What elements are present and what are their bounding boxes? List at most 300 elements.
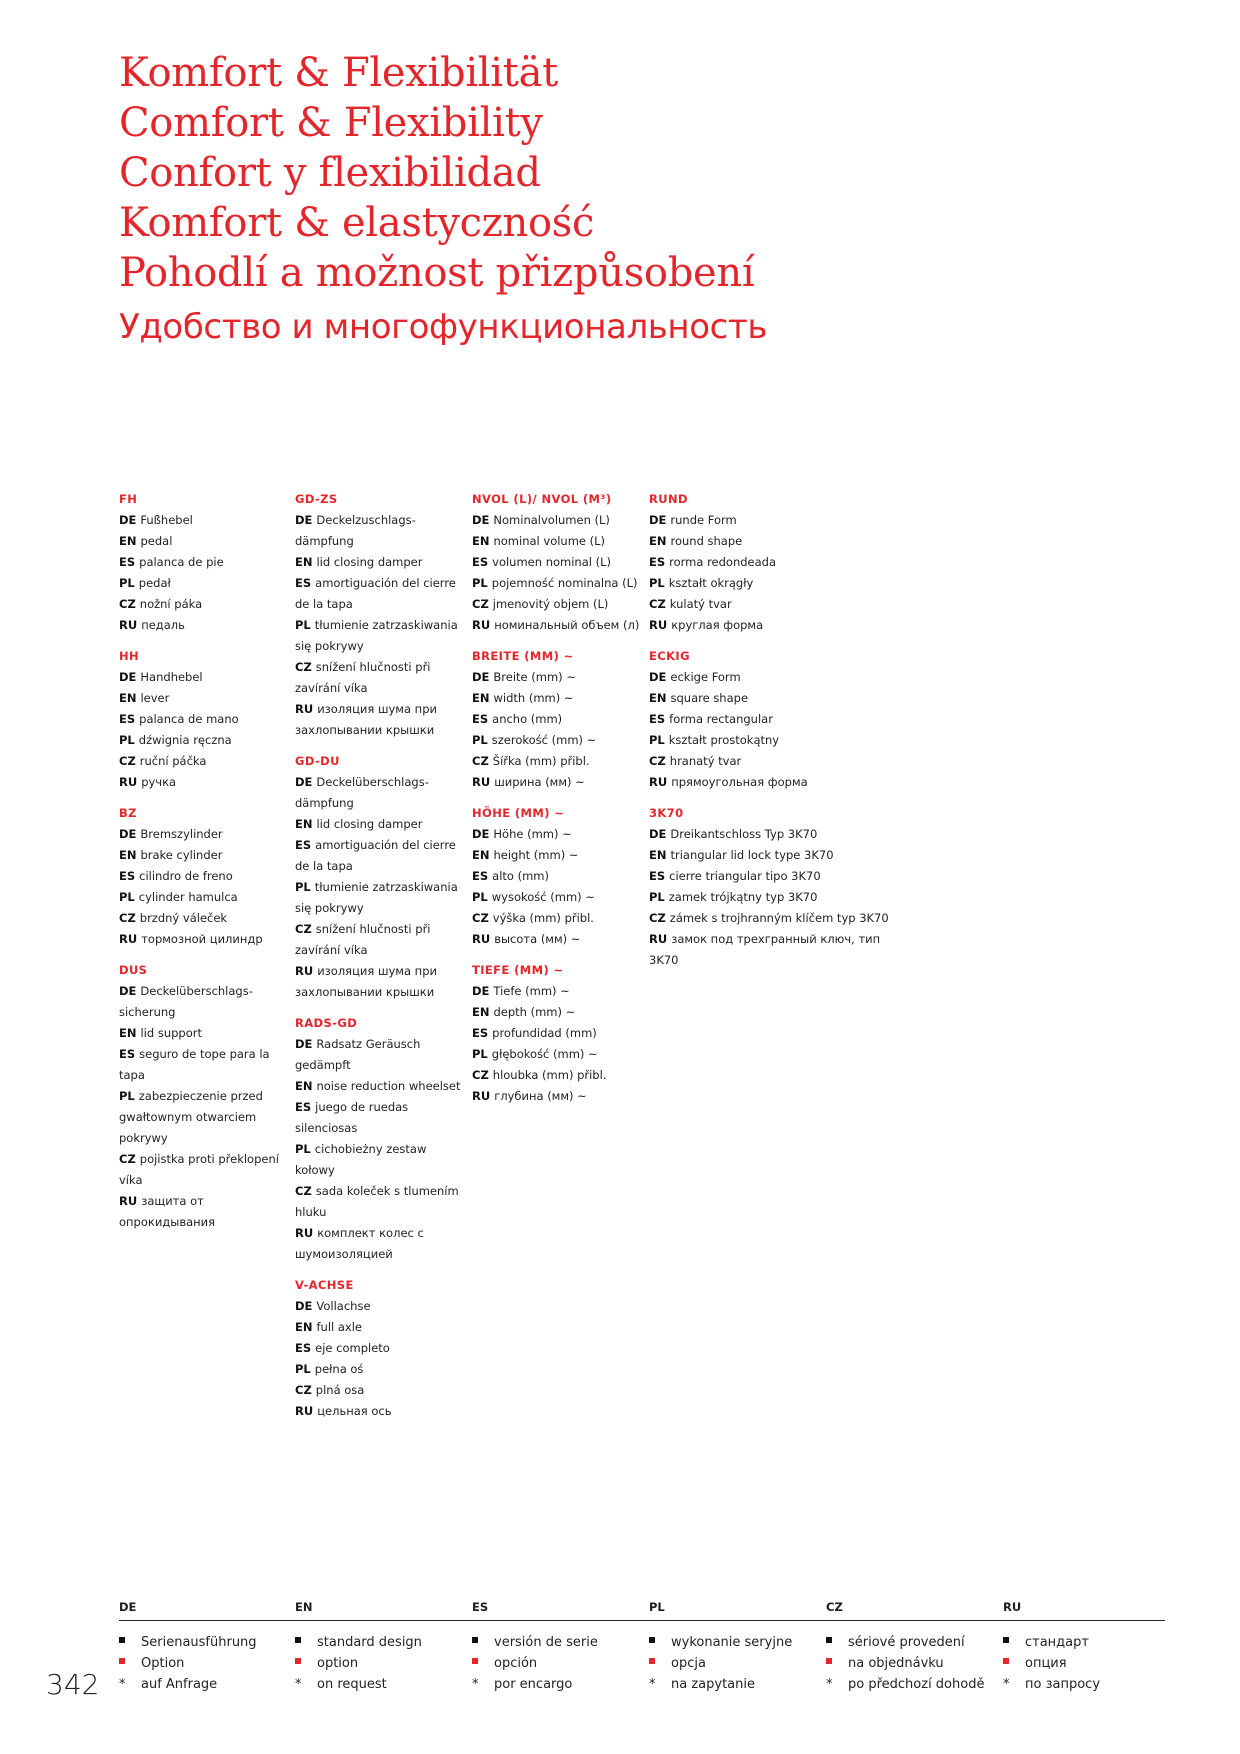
term-row bbox=[649, 866, 899, 887]
term-row bbox=[295, 699, 467, 741]
term-row bbox=[649, 709, 899, 730]
section-heading: GD-DU bbox=[295, 754, 340, 768]
lang-code: EN bbox=[472, 848, 490, 862]
lang-code: CZ bbox=[295, 660, 312, 674]
lang-code: CZ bbox=[119, 597, 136, 611]
term-text: цельная ось bbox=[317, 1404, 392, 1418]
lang-code: ES bbox=[295, 1100, 312, 1114]
term-row bbox=[295, 1359, 467, 1380]
term-text: Fußhebel bbox=[140, 513, 193, 527]
title-cz: Pohodlí a možnost přizpůsobení bbox=[119, 250, 755, 296]
legend-lang-heading: EN bbox=[295, 1600, 313, 1614]
lang-code: RU bbox=[119, 1194, 138, 1208]
legend-item-label: wykonanie seryjne bbox=[671, 1635, 793, 1650]
lang-code: DE bbox=[649, 670, 667, 684]
term-text: głębokość (mm) ~ bbox=[491, 1047, 598, 1061]
term-text: square shape bbox=[670, 691, 749, 705]
term-row bbox=[472, 772, 644, 793]
lang-code: CZ bbox=[472, 754, 489, 768]
term-text: eje completo bbox=[315, 1341, 390, 1355]
term-text: amortiguación del cierre de la tapa bbox=[295, 576, 456, 611]
lang-code: CZ bbox=[295, 922, 312, 936]
lang-code: DE bbox=[295, 513, 313, 527]
term-text: pojistka proti překlopení víka bbox=[119, 1152, 279, 1187]
term-row bbox=[472, 1086, 644, 1107]
term-row bbox=[119, 1149, 291, 1191]
legend-item bbox=[649, 1632, 792, 1653]
term-text: Handhebel bbox=[140, 670, 203, 684]
term-text: тормозной цилиндр bbox=[141, 932, 263, 946]
term-row bbox=[119, 667, 291, 688]
term-row bbox=[295, 573, 467, 615]
legend-item-label: sériové provedení bbox=[848, 1635, 965, 1650]
legend-item bbox=[472, 1632, 598, 1653]
term-text: noise reduction wheelset bbox=[316, 1079, 461, 1093]
legend-column bbox=[472, 1632, 598, 1695]
term-row bbox=[472, 594, 644, 615]
legend-item-label: versión de serie bbox=[494, 1635, 598, 1650]
legend-item-label: na objednávku bbox=[848, 1656, 944, 1671]
lang-code: RU bbox=[295, 964, 314, 978]
term-row bbox=[295, 1223, 467, 1265]
term-row bbox=[472, 667, 644, 688]
term-row bbox=[119, 887, 291, 908]
legend-item-label: Serienausführung bbox=[141, 1635, 257, 1650]
glossary-section bbox=[119, 803, 291, 950]
legend-item-label: option bbox=[317, 1656, 359, 1671]
legend-column bbox=[826, 1632, 984, 1695]
term-text: profundidad (mm) bbox=[492, 1026, 597, 1040]
term-row bbox=[295, 615, 467, 657]
term-row bbox=[119, 908, 291, 929]
lang-code: EN bbox=[649, 691, 667, 705]
term-text: kulatý tvar bbox=[669, 597, 732, 611]
lang-code: ES bbox=[472, 555, 489, 569]
title-es: Confort y flexibilidad bbox=[119, 150, 541, 196]
lang-code: PL bbox=[649, 890, 665, 904]
term-text: juego de ruedas silenciosas bbox=[295, 1100, 409, 1135]
term-text: volumen nominal (L) bbox=[492, 555, 611, 569]
term-text: zabezpieczenie przed gwałtownym otwarciem pokrywy bbox=[119, 1089, 263, 1145]
term-row bbox=[472, 981, 644, 1002]
term-row bbox=[295, 877, 467, 919]
term-text: педаль bbox=[141, 618, 185, 632]
term-text: Tiefe (mm) ~ bbox=[493, 984, 570, 998]
term-row bbox=[649, 594, 899, 615]
term-row bbox=[472, 552, 644, 573]
lang-code: RU bbox=[649, 618, 668, 632]
legend-item bbox=[119, 1632, 257, 1653]
glossary-section bbox=[119, 960, 291, 1233]
lang-code: EN bbox=[295, 555, 313, 569]
term-row bbox=[295, 1034, 467, 1076]
term-text: zamek trójkątny typ 3K70 bbox=[668, 890, 818, 904]
term-row bbox=[295, 1076, 467, 1097]
section-heading: BZ bbox=[119, 806, 137, 820]
term-text: runde Form bbox=[670, 513, 737, 527]
star-icon: * bbox=[1003, 1677, 1010, 1692]
legend-item bbox=[1003, 1632, 1100, 1653]
legend-item bbox=[826, 1632, 984, 1653]
term-text: lid closing damper bbox=[316, 817, 423, 831]
term-row bbox=[119, 1023, 291, 1044]
legend-item bbox=[472, 1674, 598, 1695]
glossary-column-4 bbox=[649, 489, 899, 981]
star-icon: * bbox=[295, 1677, 302, 1692]
lang-code: PL bbox=[295, 1142, 311, 1156]
term-row bbox=[649, 688, 899, 709]
term-row bbox=[649, 887, 899, 908]
black-square-icon bbox=[119, 1632, 141, 1653]
lang-code: EN bbox=[295, 817, 313, 831]
term-row bbox=[119, 751, 291, 772]
glossary-section bbox=[295, 1275, 467, 1422]
term-text: Vollachse bbox=[316, 1299, 371, 1313]
black-square-icon bbox=[826, 1632, 848, 1653]
term-row bbox=[119, 709, 291, 730]
term-text: amortiguación del cierre de la tapa bbox=[295, 838, 456, 873]
lang-code: PL bbox=[295, 1362, 311, 1376]
legend-item-label: on request bbox=[317, 1677, 387, 1692]
lang-code: CZ bbox=[649, 597, 666, 611]
term-text: cylinder hamulca bbox=[138, 890, 238, 904]
legend-item bbox=[1003, 1674, 1100, 1695]
section-heading: DUS bbox=[119, 963, 148, 977]
term-text: zámek s trojhranným klíčem typ 3K70 bbox=[669, 911, 889, 925]
glossary-section bbox=[649, 489, 899, 636]
term-row bbox=[472, 1044, 644, 1065]
lang-code: PL bbox=[472, 733, 488, 747]
lang-code: RU bbox=[119, 618, 138, 632]
lang-code: CZ bbox=[472, 1068, 489, 1082]
section-heading: ECKIG bbox=[649, 649, 690, 663]
legend-lang-heading: PL bbox=[649, 1600, 665, 1614]
term-text: palanca de mano bbox=[139, 712, 239, 726]
term-row bbox=[649, 730, 899, 751]
lang-code: PL bbox=[295, 880, 311, 894]
term-row bbox=[472, 929, 644, 950]
red-square-icon bbox=[1003, 1653, 1025, 1674]
legend-lang-heading: CZ bbox=[826, 1600, 843, 1614]
section-heading: GD-ZS bbox=[295, 492, 338, 506]
glossary-section bbox=[295, 751, 467, 1003]
term-text: sada koleček s tlumením hluku bbox=[295, 1184, 459, 1219]
lang-code: ES bbox=[295, 838, 312, 852]
term-row bbox=[119, 866, 291, 887]
term-text: Bremszylinder bbox=[140, 827, 223, 841]
legend-lang-heading: RU bbox=[1003, 1600, 1022, 1614]
term-text: round shape bbox=[670, 534, 743, 548]
term-text: kształt okrągły bbox=[668, 576, 754, 590]
lang-code: ES bbox=[472, 1026, 489, 1040]
term-row bbox=[295, 510, 467, 552]
term-text: brake cylinder bbox=[140, 848, 223, 862]
term-text: ancho (mm) bbox=[492, 712, 563, 726]
lang-code: ES bbox=[119, 712, 136, 726]
term-text: круглая форма bbox=[671, 618, 764, 632]
term-text: seguro de tope para la tapa bbox=[119, 1047, 270, 1082]
lang-code: RU bbox=[295, 702, 314, 716]
term-text: ширина (мм) ~ bbox=[494, 775, 585, 789]
section-heading: V-ACHSE bbox=[295, 1278, 354, 1292]
legend-item bbox=[119, 1674, 257, 1695]
section-heading: 3K70 bbox=[649, 806, 684, 820]
term-row bbox=[472, 866, 644, 887]
lang-code: RU bbox=[472, 1089, 491, 1103]
term-text: tłumienie zatrzaskiwania się pokrywy bbox=[295, 880, 458, 915]
term-row bbox=[649, 510, 899, 531]
lang-code: EN bbox=[649, 848, 667, 862]
term-row bbox=[649, 615, 899, 636]
term-row bbox=[472, 1002, 644, 1023]
term-text: pedal bbox=[140, 534, 173, 548]
title-pl: Komfort & elastyczność bbox=[119, 200, 595, 246]
title-de: Komfort & Flexibilität bbox=[119, 50, 558, 96]
term-row bbox=[295, 814, 467, 835]
legend-item bbox=[295, 1632, 422, 1653]
term-text: jmenovitý objem (L) bbox=[492, 597, 609, 611]
lang-code: DE bbox=[119, 984, 137, 998]
term-text: nominal volume (L) bbox=[493, 534, 606, 548]
term-row bbox=[295, 961, 467, 1003]
legend bbox=[119, 1596, 1165, 1692]
legend-column bbox=[295, 1632, 422, 1695]
star-icon: * bbox=[649, 1677, 656, 1692]
lang-code: EN bbox=[119, 534, 137, 548]
black-square-icon bbox=[1003, 1632, 1025, 1653]
term-row bbox=[295, 1181, 467, 1223]
term-text: комплект колес с шумоизоляцией bbox=[295, 1226, 424, 1261]
term-text: width (mm) ~ bbox=[493, 691, 574, 705]
legend-item-label: opcja bbox=[671, 1656, 706, 1671]
lang-code: DE bbox=[472, 670, 490, 684]
page-number: 342 bbox=[46, 1668, 100, 1701]
term-row bbox=[295, 835, 467, 877]
legend-item bbox=[1003, 1653, 1100, 1674]
term-text: Deckelüberschlags-dämpfung bbox=[295, 775, 429, 810]
term-row bbox=[119, 1086, 291, 1149]
term-row bbox=[295, 1338, 467, 1359]
lang-code: PL bbox=[119, 1089, 135, 1103]
term-row bbox=[119, 730, 291, 751]
legend-lang-heading: ES bbox=[472, 1600, 489, 1614]
term-row bbox=[119, 824, 291, 845]
term-row bbox=[119, 594, 291, 615]
term-row bbox=[472, 688, 644, 709]
term-row bbox=[295, 772, 467, 814]
lang-code: ES bbox=[472, 869, 489, 883]
lang-code: RU bbox=[295, 1226, 314, 1240]
lang-code: PL bbox=[649, 576, 665, 590]
lang-code: DE bbox=[472, 827, 490, 841]
term-row bbox=[472, 751, 644, 772]
glossary-section bbox=[472, 646, 644, 793]
term-text: kształt prostokątny bbox=[668, 733, 780, 747]
lang-code: DE bbox=[119, 827, 137, 841]
red-square-icon bbox=[472, 1653, 494, 1674]
lang-code: PL bbox=[472, 1047, 488, 1061]
legend-column bbox=[119, 1632, 257, 1695]
glossary-section bbox=[119, 489, 291, 636]
legend-item bbox=[649, 1674, 792, 1695]
term-text: защита от опрокидывания bbox=[119, 1194, 216, 1229]
lang-code: RU bbox=[472, 775, 491, 789]
lang-code: EN bbox=[472, 534, 490, 548]
term-text: Breite (mm) ~ bbox=[493, 670, 576, 684]
lang-code: CZ bbox=[295, 1383, 312, 1397]
glossary-section bbox=[472, 803, 644, 950]
term-text: szerokość (mm) ~ bbox=[491, 733, 597, 747]
term-row bbox=[472, 845, 644, 866]
term-row bbox=[119, 1044, 291, 1086]
lang-code: EN bbox=[119, 1026, 137, 1040]
section-heading: FH bbox=[119, 492, 138, 506]
lang-code: RU bbox=[472, 932, 491, 946]
term-row bbox=[649, 908, 899, 929]
term-text: pełna oś bbox=[314, 1362, 364, 1376]
star-icon: * bbox=[119, 1677, 126, 1692]
term-text: ручка bbox=[141, 775, 177, 789]
lang-code: ES bbox=[119, 869, 136, 883]
lang-code: EN bbox=[472, 1005, 490, 1019]
term-text: cichobieżny zestaw kołowy bbox=[295, 1142, 427, 1177]
lang-code: RU bbox=[649, 775, 668, 789]
glossary-column-2 bbox=[295, 489, 467, 1432]
term-text: номинальный объем (л) bbox=[494, 618, 640, 632]
term-row bbox=[472, 887, 644, 908]
legend-item-label: опция bbox=[1025, 1656, 1067, 1671]
legend-item bbox=[649, 1653, 792, 1674]
term-row bbox=[295, 1380, 467, 1401]
glossary-section bbox=[295, 1013, 467, 1265]
term-row bbox=[295, 1139, 467, 1181]
lang-code: RU bbox=[119, 932, 138, 946]
lang-code: PL bbox=[119, 890, 135, 904]
lang-code: CZ bbox=[119, 754, 136, 768]
term-text: lever bbox=[140, 691, 170, 705]
lang-code: CZ bbox=[119, 911, 136, 925]
lang-code: EN bbox=[295, 1320, 313, 1334]
term-text: height (mm) ~ bbox=[493, 848, 579, 862]
term-row bbox=[472, 1023, 644, 1044]
glossary-column-1 bbox=[119, 489, 291, 1243]
term-text: Šířka (mm) přibl. bbox=[492, 754, 590, 768]
legend-column bbox=[1003, 1632, 1100, 1695]
lang-code: CZ bbox=[472, 911, 489, 925]
term-text: rorma redondeada bbox=[669, 555, 777, 569]
legend-item bbox=[472, 1653, 598, 1674]
term-text: Höhe (mm) ~ bbox=[493, 827, 572, 841]
legend-item-label: Option bbox=[141, 1656, 185, 1671]
term-text: eckige Form bbox=[670, 670, 741, 684]
term-row bbox=[119, 573, 291, 594]
term-text: hloubka (mm) přibl. bbox=[492, 1068, 607, 1082]
term-row bbox=[472, 573, 644, 594]
term-row bbox=[295, 919, 467, 961]
lang-code: ES bbox=[472, 712, 489, 726]
term-row bbox=[119, 688, 291, 709]
term-row bbox=[649, 824, 899, 845]
term-text: замок под трехгранный ключ, тип 3K70 bbox=[649, 932, 881, 967]
term-row bbox=[119, 510, 291, 531]
lang-code: EN bbox=[119, 691, 137, 705]
lang-code: EN bbox=[119, 848, 137, 862]
term-row bbox=[649, 751, 899, 772]
legend-item bbox=[295, 1674, 422, 1695]
term-row bbox=[295, 1317, 467, 1338]
term-text: triangular lid lock type 3K70 bbox=[670, 848, 834, 862]
lang-code: RU bbox=[119, 775, 138, 789]
term-text: snížení hlučnosti při zavírání víka bbox=[295, 660, 431, 695]
legend-item-label: по запросу bbox=[1025, 1677, 1101, 1692]
lang-code: DE bbox=[472, 984, 490, 998]
red-square-icon bbox=[119, 1653, 141, 1674]
black-square-icon bbox=[649, 1632, 671, 1653]
lang-code: ES bbox=[649, 712, 666, 726]
lang-code: DE bbox=[295, 1037, 313, 1051]
term-text: Deckelüberschlags-sicherung bbox=[119, 984, 253, 1019]
lang-code: DE bbox=[295, 775, 313, 789]
legend-item bbox=[119, 1653, 257, 1674]
term-text: tłumienie zatrzaskiwania się pokrywy bbox=[295, 618, 458, 653]
term-row bbox=[649, 772, 899, 793]
section-heading: TIEFE (MM) ~ bbox=[472, 963, 564, 977]
lang-code: CZ bbox=[649, 911, 666, 925]
lang-code: CZ bbox=[119, 1152, 136, 1166]
lang-code: EN bbox=[295, 1079, 313, 1093]
lang-code: EN bbox=[472, 691, 490, 705]
red-square-icon bbox=[826, 1653, 848, 1674]
term-text: cilindro de freno bbox=[139, 869, 233, 883]
legend-item-label: стандарт bbox=[1025, 1635, 1089, 1650]
term-row bbox=[649, 552, 899, 573]
term-row bbox=[649, 531, 899, 552]
black-square-icon bbox=[295, 1632, 317, 1653]
term-text: depth (mm) ~ bbox=[493, 1005, 576, 1019]
term-text: lid support bbox=[140, 1026, 202, 1040]
lang-code: DE bbox=[119, 670, 137, 684]
lang-code: PL bbox=[119, 576, 135, 590]
glossary-section bbox=[472, 960, 644, 1107]
term-text: изоляция шума при захлопывании крышки bbox=[295, 964, 437, 999]
title-en: Comfort & Flexibility bbox=[119, 100, 543, 146]
term-text: Radsatz Geräusch gedämpft bbox=[295, 1037, 421, 1072]
legend-item-label: opción bbox=[494, 1656, 538, 1671]
red-square-icon bbox=[649, 1653, 671, 1674]
lang-code: ES bbox=[119, 1047, 136, 1061]
term-text: plná osa bbox=[315, 1383, 365, 1397]
term-row bbox=[649, 573, 899, 594]
legend-header-row bbox=[119, 1596, 1165, 1621]
term-row bbox=[649, 667, 899, 688]
term-row bbox=[295, 1097, 467, 1139]
lang-code: ES bbox=[649, 869, 666, 883]
red-square-icon bbox=[295, 1653, 317, 1674]
term-row bbox=[295, 1296, 467, 1317]
term-row bbox=[472, 709, 644, 730]
term-text: alto (mm) bbox=[492, 869, 549, 883]
glossary-section bbox=[649, 646, 899, 793]
term-text: высота (мм) ~ bbox=[494, 932, 581, 946]
term-text: dźwignia ręczna bbox=[138, 733, 232, 747]
section-heading: NVOL (L)/ NVOL (M³) bbox=[472, 492, 612, 506]
term-text: full axle bbox=[316, 1320, 362, 1334]
lang-code: CZ bbox=[649, 754, 666, 768]
term-row bbox=[472, 510, 644, 531]
lang-code: PL bbox=[295, 618, 311, 632]
term-text: изоляция шума при захлопывании крышки bbox=[295, 702, 437, 737]
lang-code: DE bbox=[295, 1299, 313, 1313]
